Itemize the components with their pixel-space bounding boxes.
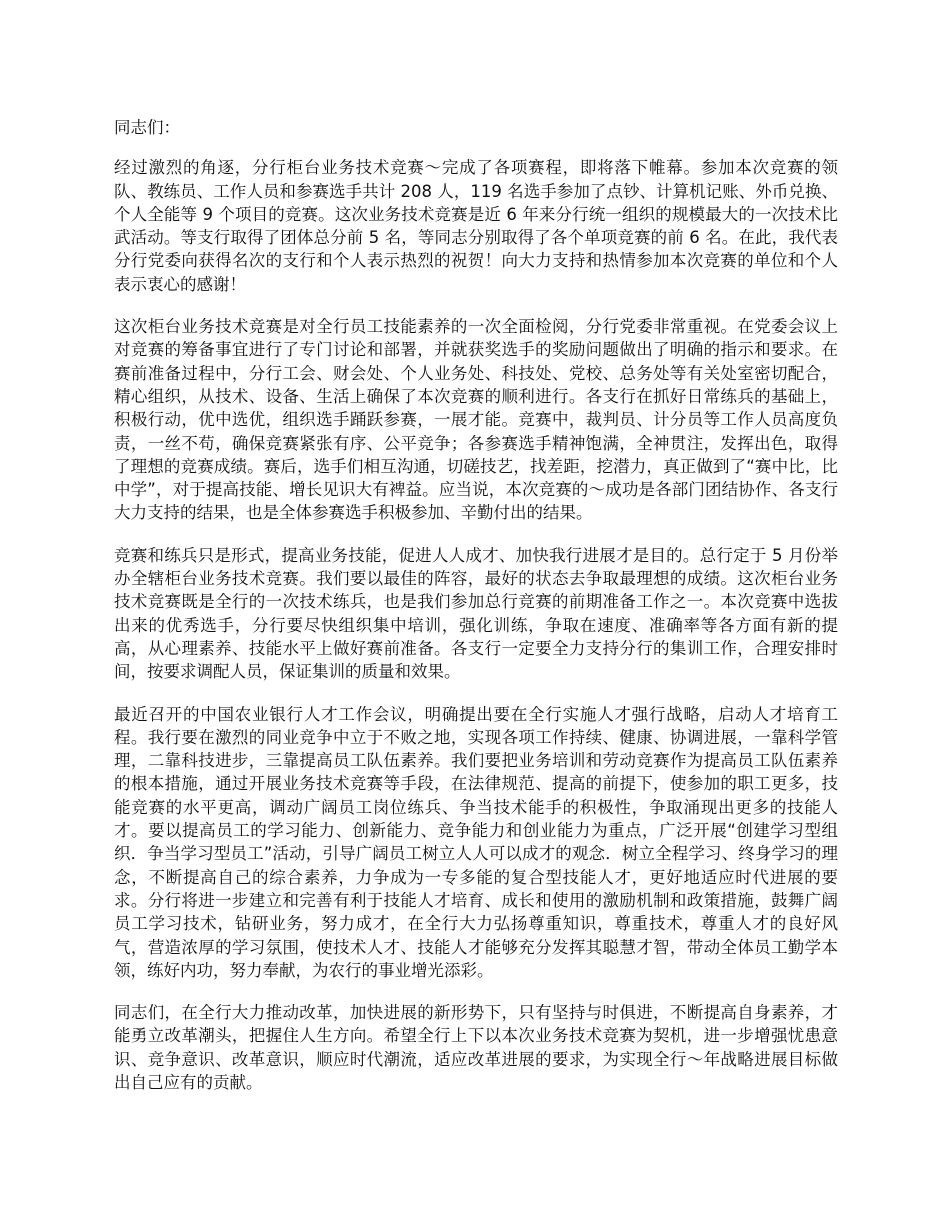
- paragraph-4: 最近召开的中国农业银行人才工作会议，明确提出要在全行实施人才强行战略，启动人才培育工程。我行要在激烈的同业竞争中立于不败之地，实现各项工作持续、健康、协调进展，一靠科学管理，二靠科技进步，三靠提高员工队伍素养。我们要把业务培训和劳动竞赛作为提高员工队伍素养的根本措施，通过开展业务技术竞赛等手段，在法律规范、提高的前提下，使参加的职工更多，技能竞赛的水平更高，调动广阔员工岗位练兵、争当技术能手的积极性，争取涌现出更多的技能人才。要以提高员工的学习能力、创新能力、竞争能力和创业能力为重点，广泛开展“创建学习型组织．争当学习型员工”活动，引导广阔员工树立人人可以成才的观念．树立全程学习、终身学习的理念，不断提高自己的综合素养，力争成为一专多能的复合型技能人才，更好地适应时代进展的要求。分行将进一步建立和完善有利于技能人才培育、成长和使用的激励机制和政策措施，鼓舞广阔员工学习技术，钻研业务，努力成才，在全行大力弘扬尊重知识，尊重技术，尊重人才的良好风气，营造浓厚的学习氛围，使技术人才、技能人才能够充分发挥其聪慧才智，带动全体员工勤学本领，练好内功，努力奉献，为农行的事业增光添彩。: [114, 704, 838, 980]
- paragraph-1: 经过激烈的角逐，分行柜台业务技术竞赛～完成了各项赛程，即将落下帷幕。参加本次竞赛的领队、教练员、工作人员和参赛选手共计 208 人，119 名选手参加了点钞、计算机记账、外币兑换、个人全能等 9 个项目的竞赛。这次业务技术竞赛是近 6 年来分行统一组织的规模最大的一次技术比武活动。等支行取得了团体总分前 5 名，等同志分别取得了各个单项竞赛的前 6 名。在此，我代表分行党委向获得名次的支行和个人表示热烈的祝贺！向大力支持和热情参加本次竞赛的单位和个人表示衷心的感谢！: [114, 158, 838, 294]
- document-body: [114, 116, 838, 1113]
- paragraph-3: 竞赛和练兵只是形式，提高业务技能，促进人人成才、加快我行进展才是目的。总行定于 5 月份举办全辖柜台业务技术竞赛。我们要以最佳的阵容，最好的状态去争取最理想的成绩。这次柜台业务技术竞赛既是全行的一次技术练兵，也是我们参加总行竞赛的前期准备工作之一。本次竞赛中选拔出来的优秀选手，分行要尽快组织集中培训，强化训练，争取在速度、准确率等各方面有新的提高，从心理素养、技能水平上做好赛前准备。各支行一定要全力支持分行的集训工作，合理安排时间，按要求调配人员，保证集训的质量和效果。: [114, 545, 838, 682]
- salutation: 同志们：: [114, 118, 180, 137]
- paragraph-5: 同志们，在全行大力推动改革，加快进展的新形势下，只有坚持与时俱进，不断提高自身素养，才能勇立改革潮头，把握住人生方向。希望全行上下以本次业务技术竞赛为契机，进一步增强忧患意识、竞争意识、改革意识，顺应时代潮流，适应改革进展的要求，为实现全行～年战略进展目标做出自己应有的贡献。: [114, 1003, 838, 1092]
- paragraph-2: 这次柜台业务技术竞赛是对全行员工技能素养的一次全面检阅，分行党委非常重视。在党委会议上对竞赛的筹备事宜进行了专门讨论和部署，并就获奖选手的奖励问题做出了明确的指示和要求。在赛前准备过程中，分行工会、财会处、个人业务处、科技处、党校、总务处等有关处室密切配合，精心组织，从技术、设备、生活上确保了本次竞赛的顺利进行。各支行在抓好日常练兵的基础上，积极行动，优中选优，组织选手踊跃参赛，一展才能。竞赛中，裁判员、计分员等工作人员高度负责，一丝不苟，确保竞赛紧张有序、公平竞争；各参赛选手精神饱满，全神贯注，发挥出色，取得了理想的竞赛成绩。赛后，选手们相互沟通，切磋技艺，找差距，挖潜力，真正做到了“赛中比，比中学”，对于提高技能、增长见识大有裨益。应当说，本次竞赛的～成功是各部门团结协作、各支行大力支持的结果，也是全体参赛选手积极参加、辛勤付出的结果。: [114, 317, 838, 523]
